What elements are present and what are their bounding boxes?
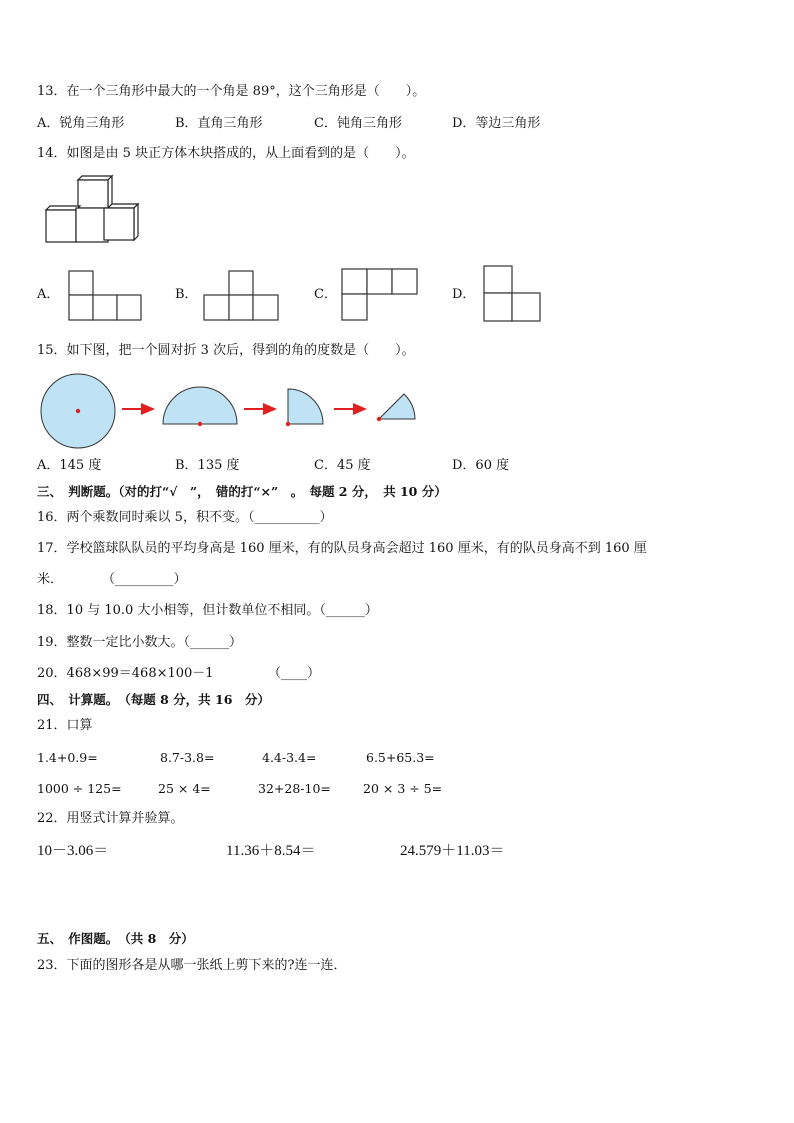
q14-option-c-figure bbox=[341, 268, 419, 322]
q15-option-b: B．135 度 bbox=[175, 458, 240, 473]
circle-folding-figure bbox=[38, 372, 423, 450]
eighth-circle-shape bbox=[379, 394, 415, 419]
q21-row1-item4: 6.5+65.3= bbox=[366, 750, 435, 765]
q21-row2-item1: 1000 ÷ 125= bbox=[37, 781, 122, 796]
q14-option-a-figure bbox=[68, 270, 142, 322]
q22-item3: 24.579＋11.03＝ bbox=[400, 843, 505, 859]
q21-row2-item2: 25 × 4= bbox=[158, 781, 211, 796]
q21-row2-item3: 32+28-10= bbox=[258, 781, 331, 796]
q20-blank: （____） bbox=[268, 666, 321, 681]
cube-stack-figure bbox=[40, 176, 150, 248]
q21-title: 21．口算 bbox=[37, 718, 93, 733]
q21-row1-item1: 1.4+0.9= bbox=[37, 750, 98, 765]
q15-option-d: D．60 度 bbox=[452, 458, 510, 473]
section-4-title: 四、 计算题。 （每题 8 分，共 16 分） bbox=[37, 692, 270, 707]
q21-row2-item4: 20 × 3 ÷ 5= bbox=[363, 781, 443, 796]
q13-option-a: A．锐角三角形 bbox=[37, 116, 125, 131]
q20-text: 20．468×99＝468×100－1 bbox=[37, 666, 214, 681]
quarter-circle-shape bbox=[288, 389, 323, 424]
semicircle-shape bbox=[163, 387, 237, 424]
q16-text: 16．两个乘数同时乘以 5，积不变。（__________） bbox=[37, 510, 333, 525]
q19-text: 19．整数一定比小数大。（______） bbox=[37, 635, 243, 650]
q21-row1-item2: 8.7-3.8= bbox=[160, 750, 215, 765]
section-5-title: 五、 作图题。 （共 8 分） bbox=[37, 931, 194, 946]
q13-option-c: C．钝角三角形 bbox=[314, 116, 402, 131]
q22-item1: 10－3.06＝ bbox=[37, 843, 109, 859]
section-3-title: 三、 判断题。（对的打“√ ”， 错的打“×” 。 每题 2 分， 共 10 分） bbox=[37, 484, 447, 499]
q21-row1-item3: 4.4-3.4= bbox=[262, 750, 317, 765]
q15-stem: 15．如下图，把一个圆对折 3 次后，得到的角的度数是（ ）。 bbox=[37, 343, 415, 358]
q22-item2: 11.36＋8.54＝ bbox=[226, 843, 316, 859]
q14-option-d-figure bbox=[483, 265, 543, 323]
q13-option-b: B．直角三角形 bbox=[175, 116, 263, 131]
q14-option-a-label: A． bbox=[37, 287, 60, 302]
q18-text: 18．10 与 10.0 大小相等，但计数单位不相同。（______） bbox=[37, 603, 378, 618]
q14-option-c-label: C． bbox=[314, 287, 337, 302]
q14-stem: 14．如图是由 5 块正方体木块搭成的，从上面看到的是（ ）。 bbox=[37, 146, 415, 161]
q17-line1: 17．学校篮球队队员的平均身高是 160 厘米，有的队员身高会超过 160 厘米，有的队员身高不到 160 厘 bbox=[37, 541, 647, 556]
q22-title: 22．用竖式计算并验算。 bbox=[37, 811, 184, 826]
q23-text: 23．下面的图形各是从哪一张纸上剪下来的?连一连． bbox=[37, 958, 347, 973]
q15-option-a: A．145 度 bbox=[37, 458, 102, 473]
q13-option-d: D．等边三角形 bbox=[452, 116, 541, 131]
q13-stem: 13．在一个三角形中最大的一个角是 89°，这个三角形是（ ）。 bbox=[37, 84, 426, 99]
q14-option-b-figure bbox=[203, 270, 279, 322]
q17-line2: 米． （_________） bbox=[37, 572, 187, 587]
q14-option-d-label: D． bbox=[452, 287, 476, 302]
q15-option-c: C．45 度 bbox=[314, 458, 371, 473]
q14-option-b-label: B． bbox=[175, 287, 198, 302]
